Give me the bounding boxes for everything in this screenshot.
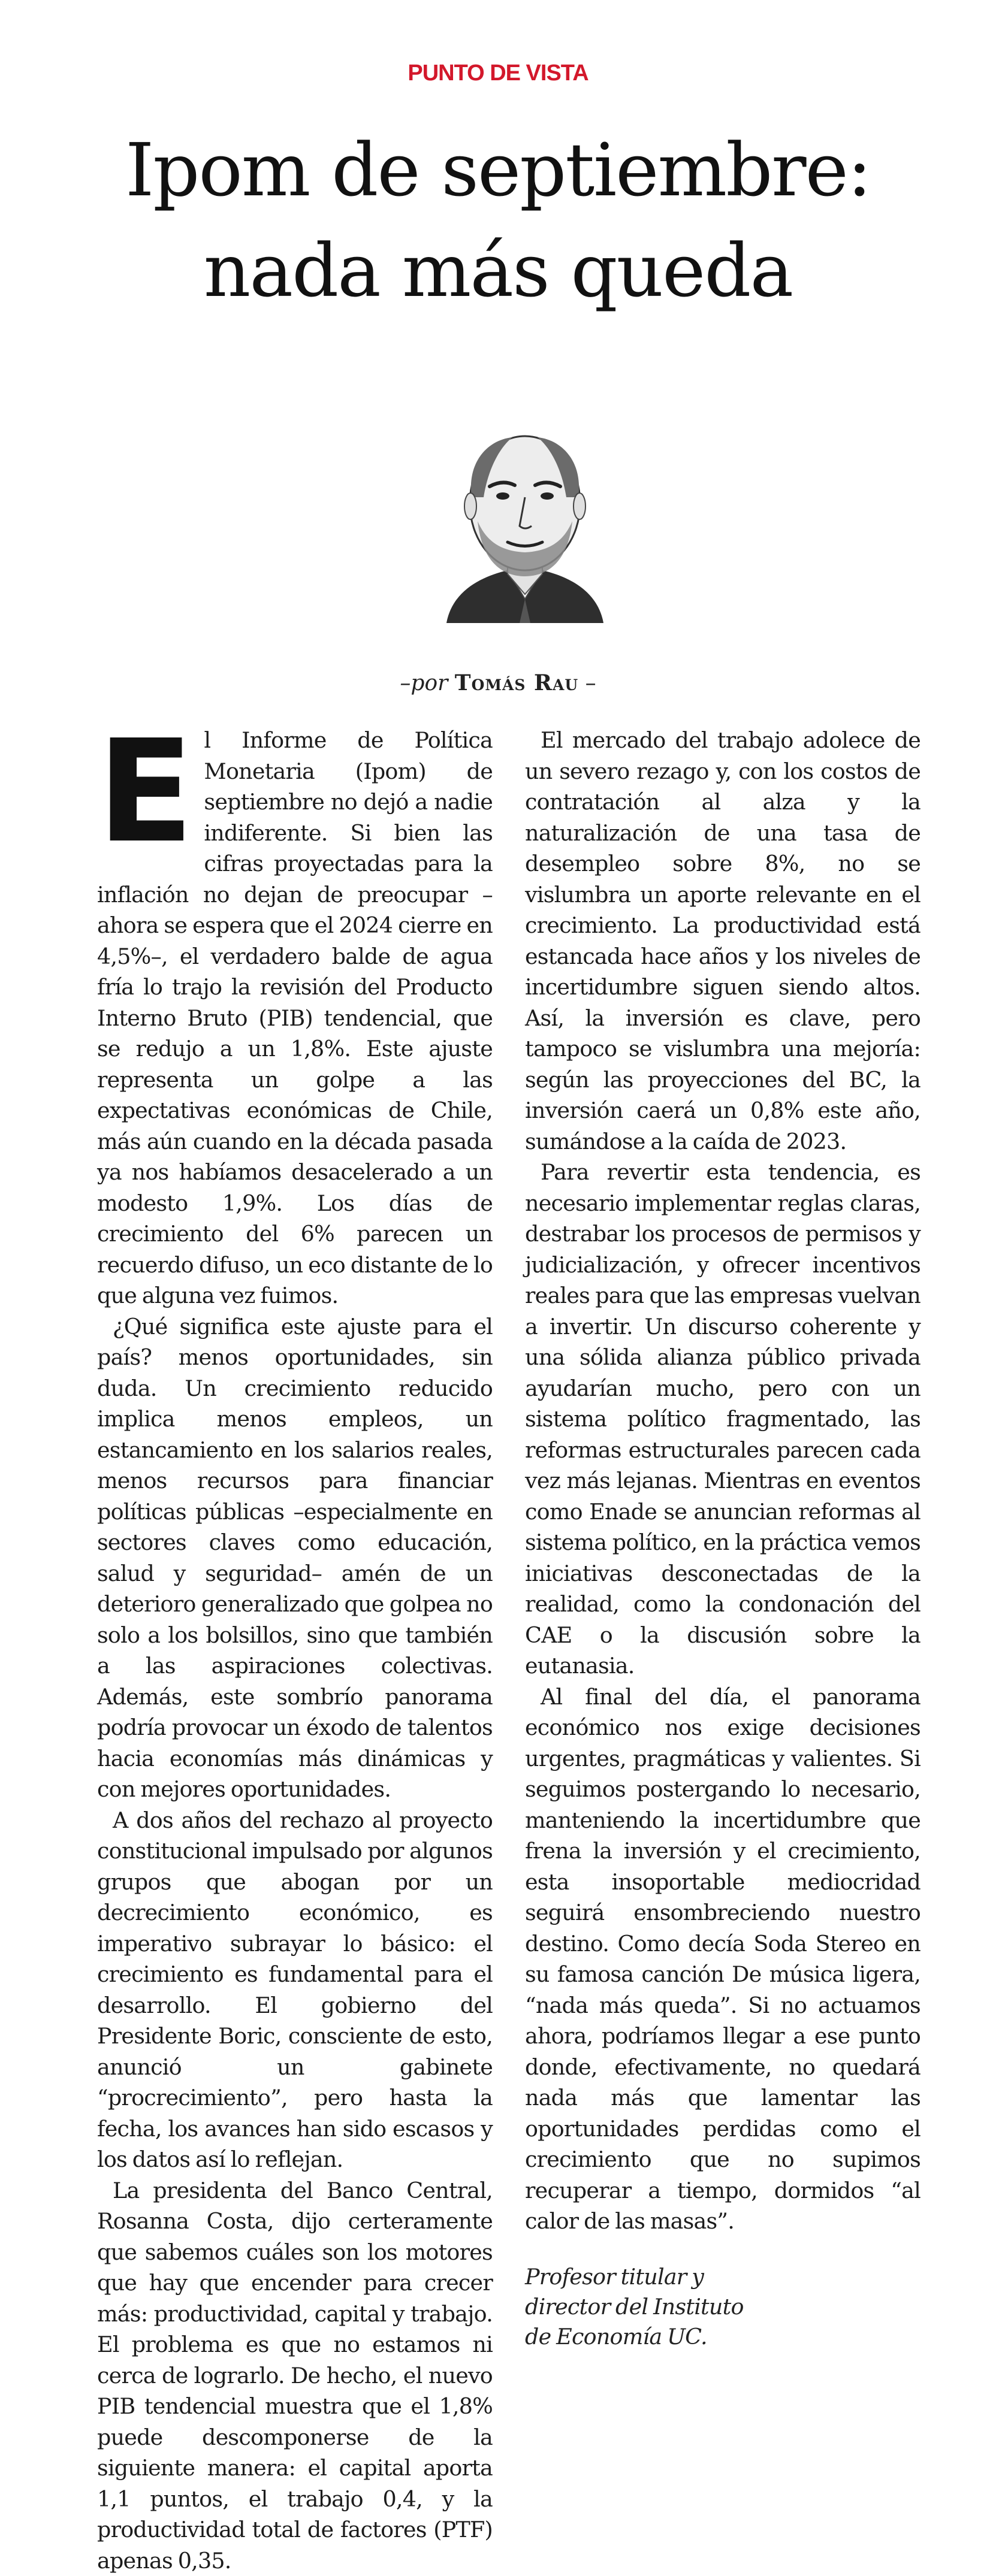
article-column-right bbox=[525, 725, 920, 2352]
author-portrait bbox=[440, 419, 609, 623]
headline bbox=[48, 120, 948, 321]
article-paragraph-7: Al final del día, el panorama económico nos exige decisiones urgentes, pragmáticas y valientes. Si seguimos postergando lo necesario, manteniendo la incertidumbre que frena la inversión y el crecimiento, esta insoportable mediocridad seguirá ensombreciendo nuestro destino. Como decía Soda Stereo en su famosa canción De música ligera, “nada más queda”. Si no actuamos ahora, podríamos llegar a ese punto donde, efectivamente, no quedará nada más que lamentar las oportunidades perdidas como el crecimiento que no supimos recuperar a tiempo, dormidos “al calor de las masas”. bbox=[525, 1682, 920, 2237]
article-paragraph-6: Para revertir esta tendencia, es necesario implementar reglas claras, destrabar los procesos de permisos y judicialización, y ofrecer incentivos reales para que las empresas vuelvan a invertir. Un discurso coherente y una sólida alianza público privada ayudarían mucho, pero con un sistema político fragmentado, las reformas estructurales parecen cada vez más lejanas. Mientras en eventos como Enade se anuncian reformas al sistema político, en la práctica vemos iniciativas desconectadas de la realidad, como la condonación del CAE o la discusión sobre la eutanasia. bbox=[525, 1157, 920, 1682]
drop-cap: E bbox=[97, 738, 193, 855]
article-paragraph-5: El mercado del trabajo adolece de un severo rezago y, con los costos de contratación al alza y la naturalización de una tasa de desempleo sobre 8%, no se vislumbra un aporte relevante en el crecimiento. La productividad está estancada hace años y los niveles de incertidumbre siguen siendo altos. Así, la inversión es clave, pero tampoco se vislumbra una mejoría: según las proyecciones del BC, la inversión caerá un 0,8% este año, sumándose a la caída de 2023. bbox=[525, 725, 920, 1157]
byline bbox=[0, 666, 996, 700]
headline-line-2: nada más queda bbox=[204, 228, 792, 313]
article-paragraph-3: A dos años del rechazo al proyecto constitucional impulsado por algunos grupos que abogan por un decrecimiento económico, es imperativo subrayar lo básico: el crecimiento es fundamental para el desarrollo. El gobierno del Presidente Boric, consciente de esto, anunció un gabinete “procrecimiento”, pero hasta la fecha, los avances han sido escasos y los datos así lo reflejan. bbox=[97, 1805, 493, 2175]
article-column-left bbox=[97, 725, 493, 2576]
article-paragraph-2: ¿Qué significa este ajuste para el país? menos oportunidades, sin duda. Un crecimiento reducido implica menos empleos, un estancamiento en los salarios reales, menos recursos para financiar políticas públicas –especialmente en sectores claves como educación, salud y seguridad– amén de un deterioro generalizado que golpea no solo a los bolsillos, sino que también a las aspiraciones colectivas. Además, este sombrío panorama podría provocar un éxodo de talentos hacia economías más dinámicas y con mejores oportunidades. bbox=[97, 1311, 493, 1805]
headline-line-1: Ipom de septiembre: bbox=[125, 128, 871, 213]
paragraph-1-text: l Informe de Política Monetaria (Ipom) de septiembre no dejó a nadie indiferente. Si bien las cifras proyectadas para la inflación no dejan de preocupar –ahora se espera que el 2024 cierre en 4,5%–, el verdadero balde de agua fría lo trajo la revisión del Producto Interno Bruto (PIB) tendencial, que se redujo a un 1,8%. Este ajuste representa un golpe a las expectativas económicas de Chile, más aún cuando en la década pasada ya nos habíamos desacelerado a un modesto 1,9%. Los días de crecimiento del 6% parecen un recuerdo difuso, un eco distante de lo que alguna vez fuimos. bbox=[97, 727, 493, 1308]
byline-dash-after: – bbox=[585, 671, 596, 696]
byline-dash-before: – bbox=[400, 671, 411, 696]
section-label: PUNTO DE VISTA bbox=[0, 55, 996, 91]
author-bio-line-3: de Economía UC. bbox=[525, 2324, 707, 2350]
article-paragraph-1 bbox=[97, 725, 493, 1311]
byline-prefix: por bbox=[411, 671, 448, 696]
article-paragraph-4: La presidenta del Banco Central, Rosanna Costa, dijo certeramente que sabemos cuáles son los motores que hay que encender para crecer más: productividad, capital y trabajo. El problema es que no estamos ni cerca de lograrlo. De hecho, el nuevo PIB tendencial muestra que el 1,8% puede descomponerse de la siguiente manera: el capital aporta 1,1 puntos, el trabajo 0,4, y la productividad total de factores (PTF) apenas 0,35. bbox=[97, 2175, 493, 2576]
byline-author: Tomás Rau bbox=[455, 670, 578, 696]
author-bio-line-1: Profesor titular y bbox=[525, 2264, 704, 2290]
author-bio-line-2: director del Instituto bbox=[525, 2294, 744, 2320]
author-bio bbox=[525, 2262, 920, 2352]
